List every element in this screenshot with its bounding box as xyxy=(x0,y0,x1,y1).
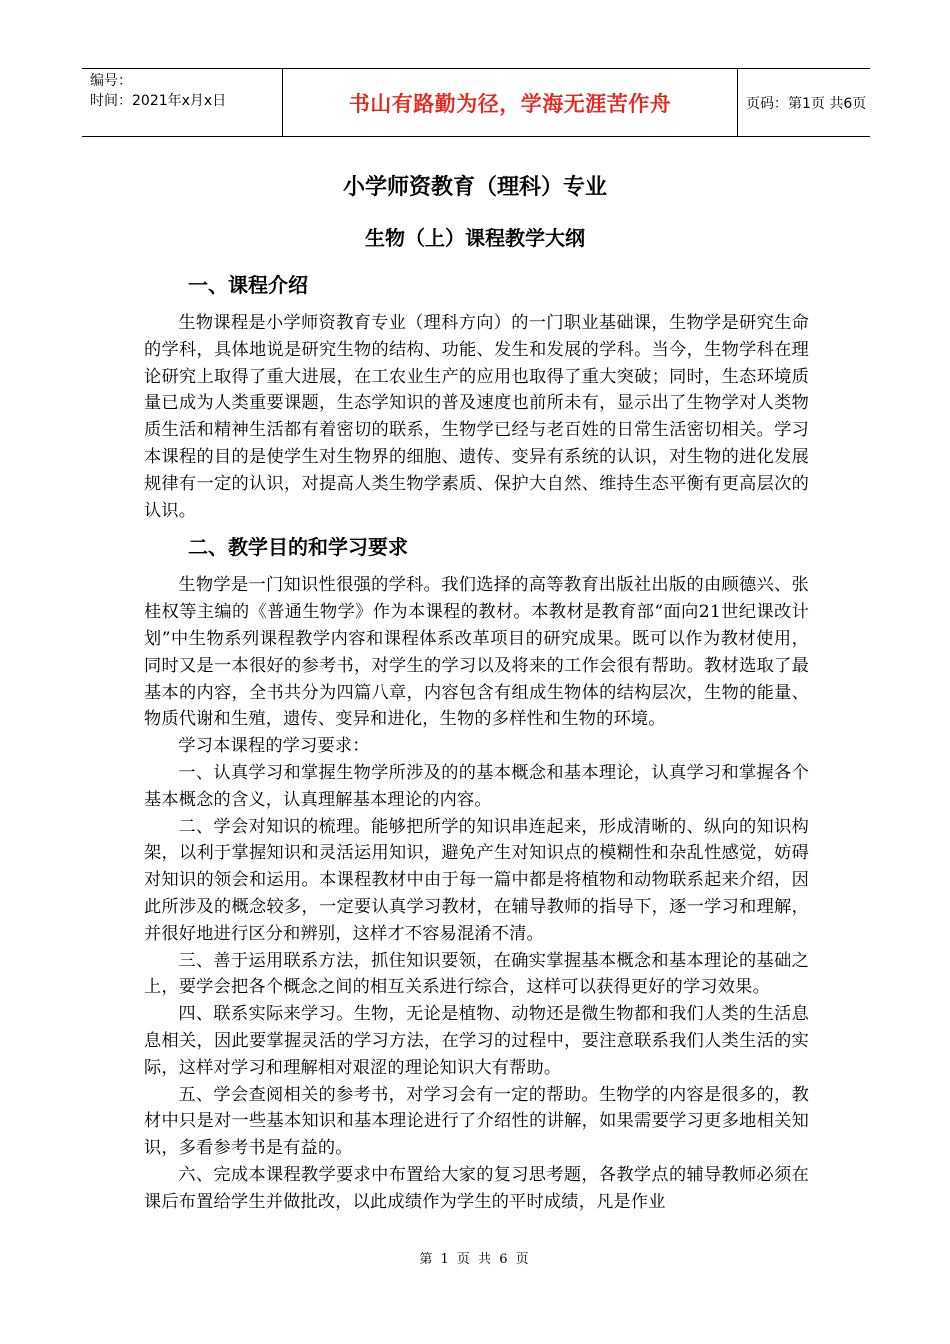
paragraph: 学习本课程的学习要求： xyxy=(178,736,370,757)
paragraph: 三、善于运用联系方法，抓住知识要领，在确实掌握基本概念和基本理论的基础之上，要学会把各个概念之间的相互关系进行综合，这样可以获得更好的学习效果。 xyxy=(144,950,809,998)
section-heading-course-intro: 一、课程介绍 xyxy=(188,273,308,297)
motto-text: 书山有路勤为径，学海无涯苦作舟 xyxy=(348,91,672,116)
page-footer: 第 1 页 共 6 页 xyxy=(419,1252,531,1267)
document-body xyxy=(144,268,809,1216)
header-page-info: 页码：第1页 共6页 xyxy=(746,95,867,112)
document-date: 时间：2021年x月x日 xyxy=(90,93,227,109)
header-meta-cell xyxy=(82,69,282,136)
paragraph: 生物学是一门知识性很强的学科。我们选择的高等教育出版社出版的由顾德兴、张桂权等主编的《普通生物学》作为本课程的教材。本教材是教育部“面向21世纪课改计划”中生物系列课程教学内容和课程体系改革项目的研究成果。既可以作为教材使用，同时又是一本很好的参考书，对学生的学习以及将来的工作会很有帮助。教材选取了最基本的内容，全书共分为四篇八章，内容包含有组成生物体的结构层次，生物的能量、物质代谢和生殖，遗传、变异和进化，生物的多样性和生物的环境。 xyxy=(144,575,809,730)
paragraph: 一、认真学习和掌握生物学所涉及的的基本概念和基本理论，认真学习和掌握各个基本概念的含义，认真理解基本理论的内容。 xyxy=(144,762,809,810)
document-title: 小学师资教育（理科）专业 xyxy=(342,174,607,200)
paragraph: 五、学会查阅相关的参考书，对学习会有一定的帮助。生物学的内容是很多的，教材中只是对一些基本知识和基本理论进行了介绍性的讲解，如果需要学习更多地相关知识，多看参考书是有益的。 xyxy=(144,1084,809,1159)
document-header-table xyxy=(82,68,870,137)
paragraph: 生物课程是小学师资教育专业（理科方向）的一门职业基础课，生物学是研究生命的学科，具体地说是研究生物的结构、功能、发生和发展的学科。当今，生物学科在理论研究上取得了重大进展，在工农业生产的应用也取得了重大突破；同时，生态环境质量已成为人类重要课题，生态学知识的普及速度也前所未有，显示出了生物学对人类物质生活和精神生活都有着密切的联系，生物学已经与老百姓的日常生活密切相关。学习本课程的目的是使学生对生物界的细胞、遗传、变异有系统的认识，对生物的进化发展规律有一定的认识，对提高人类生物学素质、保护大自然、维持生态平衡有更高层次的认识。 xyxy=(144,313,809,521)
paragraph: 二、学会对知识的梳理。能够把所学的知识串连起来，形成清晰的、纵向的知识构架，以利于掌握知识和灵活运用知识，避免产生对知识点的模糊性和杂乱性感觉，妨碍对知识的领会和运用。本课程教材中由于每一篇中都是将植物和动物联系起来介绍，因此所涉及的概念较多，一定要认真学习教材，在辅导教师的指导下，逐一学习和理解，并很好地进行区分和辨别，这样才不容易混淆不清。 xyxy=(144,816,809,944)
document-subtitle: 生物（上）课程教学大纲 xyxy=(365,226,585,250)
section-heading-teaching-goals: 二、教学目的和学习要求 xyxy=(188,535,408,560)
paragraph: 六、完成本课程教学要求中布置给大家的复习思考题，各教学点的辅导教师必须在课后布置给学生并做批改，以此成绩作为学生的平时成绩，凡是作业 xyxy=(144,1164,809,1212)
paragraph: 四、联系实际来学习。生物，无论是植物、动物还是微生物都和我们人类的生活息息相关，因此要掌握灵活的学习方法，在学习的过程中，要注意联系我们人类生活的实际，这样对学习和理解相对艰涩的理论知识大有帮助。 xyxy=(144,1004,809,1078)
header-motto-cell xyxy=(282,69,738,136)
document-code-label: 编号： xyxy=(90,73,132,89)
